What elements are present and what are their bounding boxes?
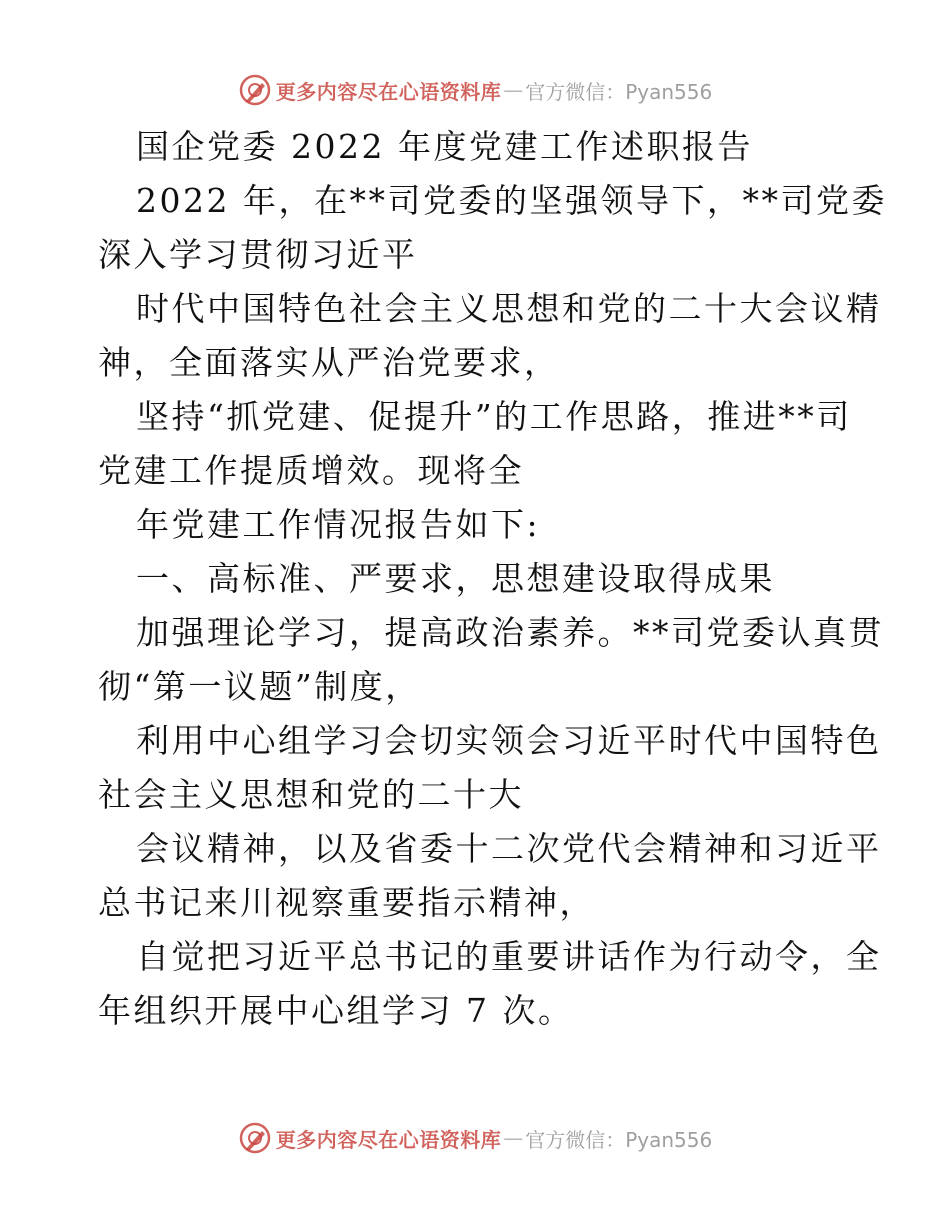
watermark-dash: — — [503, 1126, 524, 1150]
paragraph-line: 彻“第一议题”制度， — [98, 667, 421, 706]
paragraph-line: 年组织开展中心组学习 7 次。 — [98, 991, 574, 1030]
paragraph-line: 年党建工作情况报告如下: — [136, 505, 541, 544]
section-heading: 一、高标准、严要求，思想建设取得成果 — [136, 559, 775, 598]
document-body — [98, 120, 887, 1038]
paragraph-line: 党建工作提质增效。现将全 — [98, 451, 524, 490]
watermark-brand-text: 更多内容尽在心语资料库 — [275, 79, 502, 104]
paragraph-line: 坚持“抓党建、促提升”的工作思路，推进**司 — [136, 397, 852, 436]
paragraph-line: 社会主义思想和党的二十大 — [98, 775, 524, 814]
paragraph-line: 总书记来川视察重要指示精神， — [98, 883, 595, 922]
paragraph-line: 会议精神，以及省委十二次党代会精神和习近平 — [136, 829, 882, 868]
paragraph-line: 时代中国特色社会主义思想和党的二十大会议精 — [136, 289, 882, 328]
paragraph-line: 加强理论学习，提高政治素养。**司党委认真贯 — [136, 613, 884, 652]
paragraph-line: 神，全面落实从严治党要求， — [98, 343, 560, 382]
pen-circle-logo-icon — [238, 1121, 272, 1155]
header-watermark-banner — [0, 70, 950, 110]
paragraph-line: 利用中心组学习会切实领会习近平时代中国特色 — [136, 721, 882, 760]
watermark-wechat-text: 官方微信：Pyan556 — [525, 1127, 713, 1152]
watermark-dash: — — [503, 78, 524, 102]
watermark-brand-text: 更多内容尽在心语资料库 — [275, 1127, 502, 1152]
footer-watermark-banner — [0, 1118, 950, 1158]
paragraph-line: 2022 年，在**司党委的坚强领导下，**司党委 — [136, 181, 887, 220]
pen-circle-logo-icon — [238, 73, 272, 107]
watermark-wechat-text: 官方微信：Pyan556 — [525, 79, 713, 104]
document-title: 国企党委 2022 年度党建工作述职报告 — [136, 127, 753, 166]
paragraph-line: 自觉把习近平总书记的重要讲话作为行动令，全 — [136, 937, 882, 976]
paragraph-line: 深入学习贯彻习近平 — [98, 235, 418, 274]
